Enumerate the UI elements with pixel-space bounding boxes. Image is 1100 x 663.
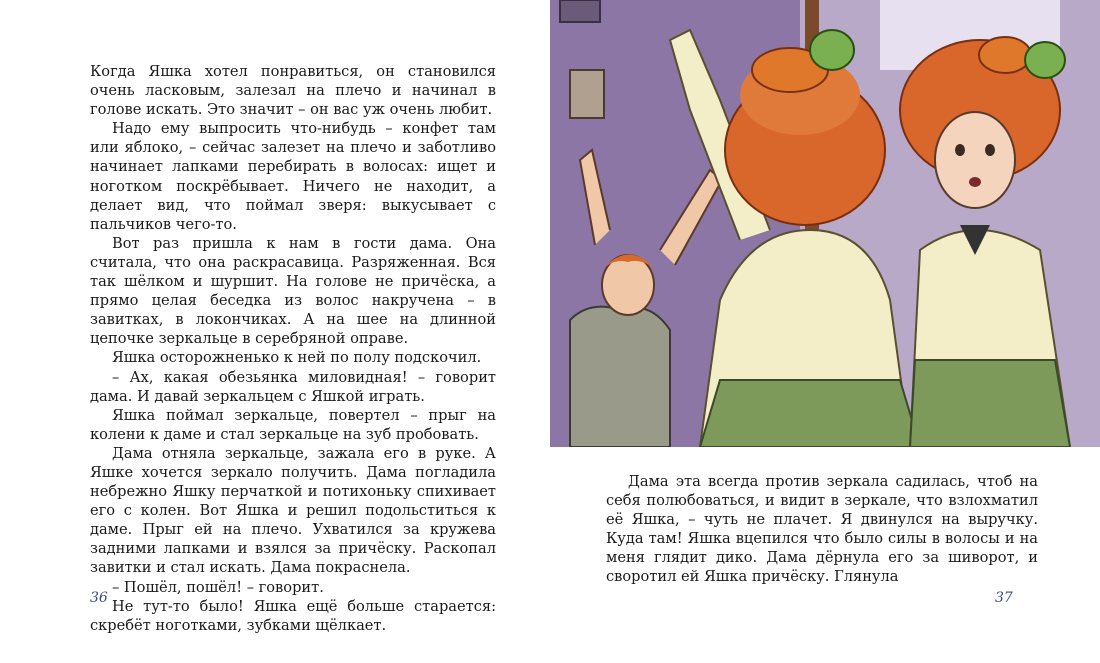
- reflection-eye: [985, 144, 995, 156]
- paragraph: – Пошёл, пошёл! – говорит.: [112, 578, 324, 596]
- reflection-skirt: [910, 360, 1070, 447]
- hat-feather: [810, 30, 854, 70]
- wall-picture: [560, 0, 600, 22]
- page-number-left: 36: [90, 590, 108, 606]
- paragraph: Яшка поймал зеркальце, повертел – прыг на колени к даме и стал зеркальце на зуб пробовать.: [90, 406, 496, 443]
- reflection-eye: [955, 144, 965, 156]
- paragraph: Яшка осторожненько к ней по полу подскочил.: [112, 349, 482, 367]
- paragraph: Дама эта всегда против зеркала садилась, чтоб на себя полюбоваться, и видит в зеркале, что взлохматил её Яшка, – чуть не плачет. Я двинулся на выручку. Куда там! Яшка вцепился что было силы в волосы и на меня глядит дико. Дама дёрнула его за шиворот, и своротил ей Яшка причёску. Глянула: [606, 473, 1038, 586]
- right-page-text: [606, 472, 1038, 587]
- boy-body: [570, 307, 670, 447]
- paragraph: Дама отняла зеркальце, зажала его в руке. А Яшке хочется зеркало получить. Дама погладила небрежно Яшку перчаткой и потихоньку спихивает его с колен. Вот Яшка и решил подольститься к даме. Прыг ей на плечо. Ухватился за кружева задними лапками и взялся за причёску. Раскопал завитки и стал искать. Дама покраснела.: [90, 444, 496, 577]
- paragraph: Не тут-то было! Яшка ещё больше старается: скребёт ноготками, зубками щёлкает.: [90, 597, 496, 634]
- reflection-face: [935, 112, 1015, 208]
- illustration: [550, 0, 1100, 447]
- reflection-mouth: [969, 177, 981, 187]
- paragraph: Когда Яшка хотел понравиться, он становился очень ласковым, залезал на плечо и начинал в голове искать. Это значит – он вас уж очень любит.: [90, 63, 496, 119]
- page-number-right: 37: [995, 590, 1013, 606]
- illustration-drawing: [550, 0, 1100, 447]
- left-page-text: [90, 62, 496, 635]
- paragraph: Вот раз пришла к нам в гости дама. Она считала, что она раскрасавица. Разряженная. Вся так шёлком и шуршит. На голове не причёска, а прямо целая беседка из волос накручена – в завитках, в локончиках. А на шее на длинной цепочке зеркальце в серебряной оправе.: [90, 234, 496, 348]
- lady-skirt: [700, 380, 920, 447]
- wall-picture: [570, 70, 604, 118]
- reflection-feather: [1025, 42, 1065, 78]
- reflection-monkey: [979, 37, 1031, 73]
- paragraph: Надо ему выпросить что-нибудь – конфет там или яблоко, – сейчас залезет на плечо и заботливо начинает лапками перебирать в волосах: ищет и ноготком поскрёбывает. Ничего не находит, а делает вид, что поймал зверя: выкусывает с пальчиков чего-то.: [90, 120, 496, 233]
- paragraph: – Ах, какая обезьянка миловидная! – говорит дама. И давай зеркальцем с Яшкой играть.: [90, 368, 496, 405]
